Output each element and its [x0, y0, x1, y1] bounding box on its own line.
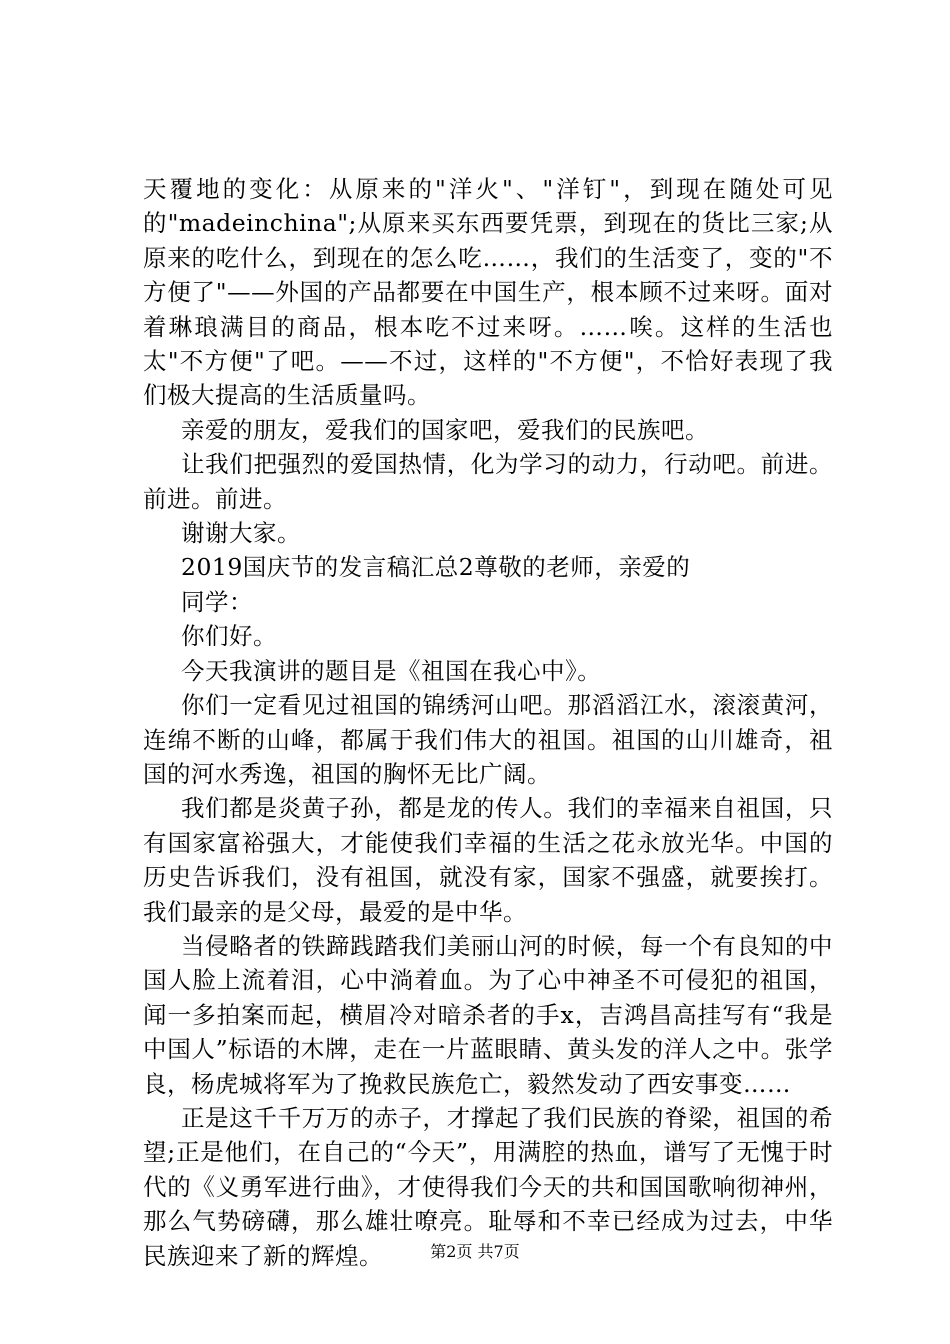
paragraph: 正是这千千万万的赤子，才撑起了我们民族的脊梁，祖国的希望;正是他们，在自己的“今天”，用满腔的热血，谱写了无愧于时代的《义勇军进行曲》，才使得我们今天的共和国国歌响彻神州，那么气势磅礴，那么雄壮嘹亮。耻辱和不幸已经成为过去，中华民族迎来了新的辉煌。	[143, 1103, 833, 1270]
page-footer: 第2页 共7页	[430, 1242, 520, 1261]
paragraph: 当侵略者的铁蹄践踏我们美丽山河的时候，每一个有良知的中国人脸上流着泪，心中淌着血。为了心中神圣不可侵犯的祖国，闻一多拍案而起，横眉冷对暗杀者的手x，吉鸿昌高挂写有“我是中国人”标语的木牌，走在一片蓝眼睛、黄头发的洋人之中。张学良，杨虎城将军为了挽救民族危亡，毅然发动了西安事变……	[143, 931, 833, 1098]
paragraph: 同学：	[181, 587, 253, 616]
paragraph: 天覆地的变化：从原来的"洋火"、"洋钉"，到现在随处可见的"madeinchina";从原来买东西要凭票，到现在的货比三家;从原来的吃什么，到现在的怎么吃……，我们的生活变了，变的"不方便了"——外国的产品都要在中国生产，根本顾不过来呀。面对着琳琅满目的商品，根本吃不过来呀。……唉。这样的生活也太"不方便"了吧。——不过，这样的"不方便"，不恰好表现了我们极大提高的生活质量吗。	[143, 175, 833, 410]
paragraph: 你们一定看见过祖国的锦绣河山吧。那滔滔江水，滚滚黄河，连绵不断的山峰，都属于我们伟大的祖国。祖国的山川雄奇，祖国的河水秀逸，祖国的胸怀无比广阔。	[143, 691, 833, 788]
paragraph: 亲爱的朋友，爱我们的国家吧，爱我们的民族吧。	[181, 415, 709, 444]
paragraph: 2019国庆节的发言稿汇总2尊敬的老师，亲爱的	[181, 553, 691, 582]
paragraph: 今天我演讲的题目是《祖国在我心中》。	[181, 656, 602, 685]
paragraph: 让我们把强烈的爱国热情，化为学习的动力，行动吧。前进。前进。前进。	[143, 450, 833, 513]
document-body	[143, 172, 833, 1273]
paragraph: 谢谢大家。	[181, 519, 301, 548]
paragraph: 你们好。	[181, 622, 277, 651]
paragraph: 我们都是炎黄子孙，都是龙的传人。我们的幸福来自祖国，只有国家富裕强大，才能使我们幸福的生活之花永放光华。中国的历史告诉我们，没有祖国，就没有家，国家不强盛，就要挨打。我们最亲的是父母，最爱的是中华。	[143, 794, 833, 926]
